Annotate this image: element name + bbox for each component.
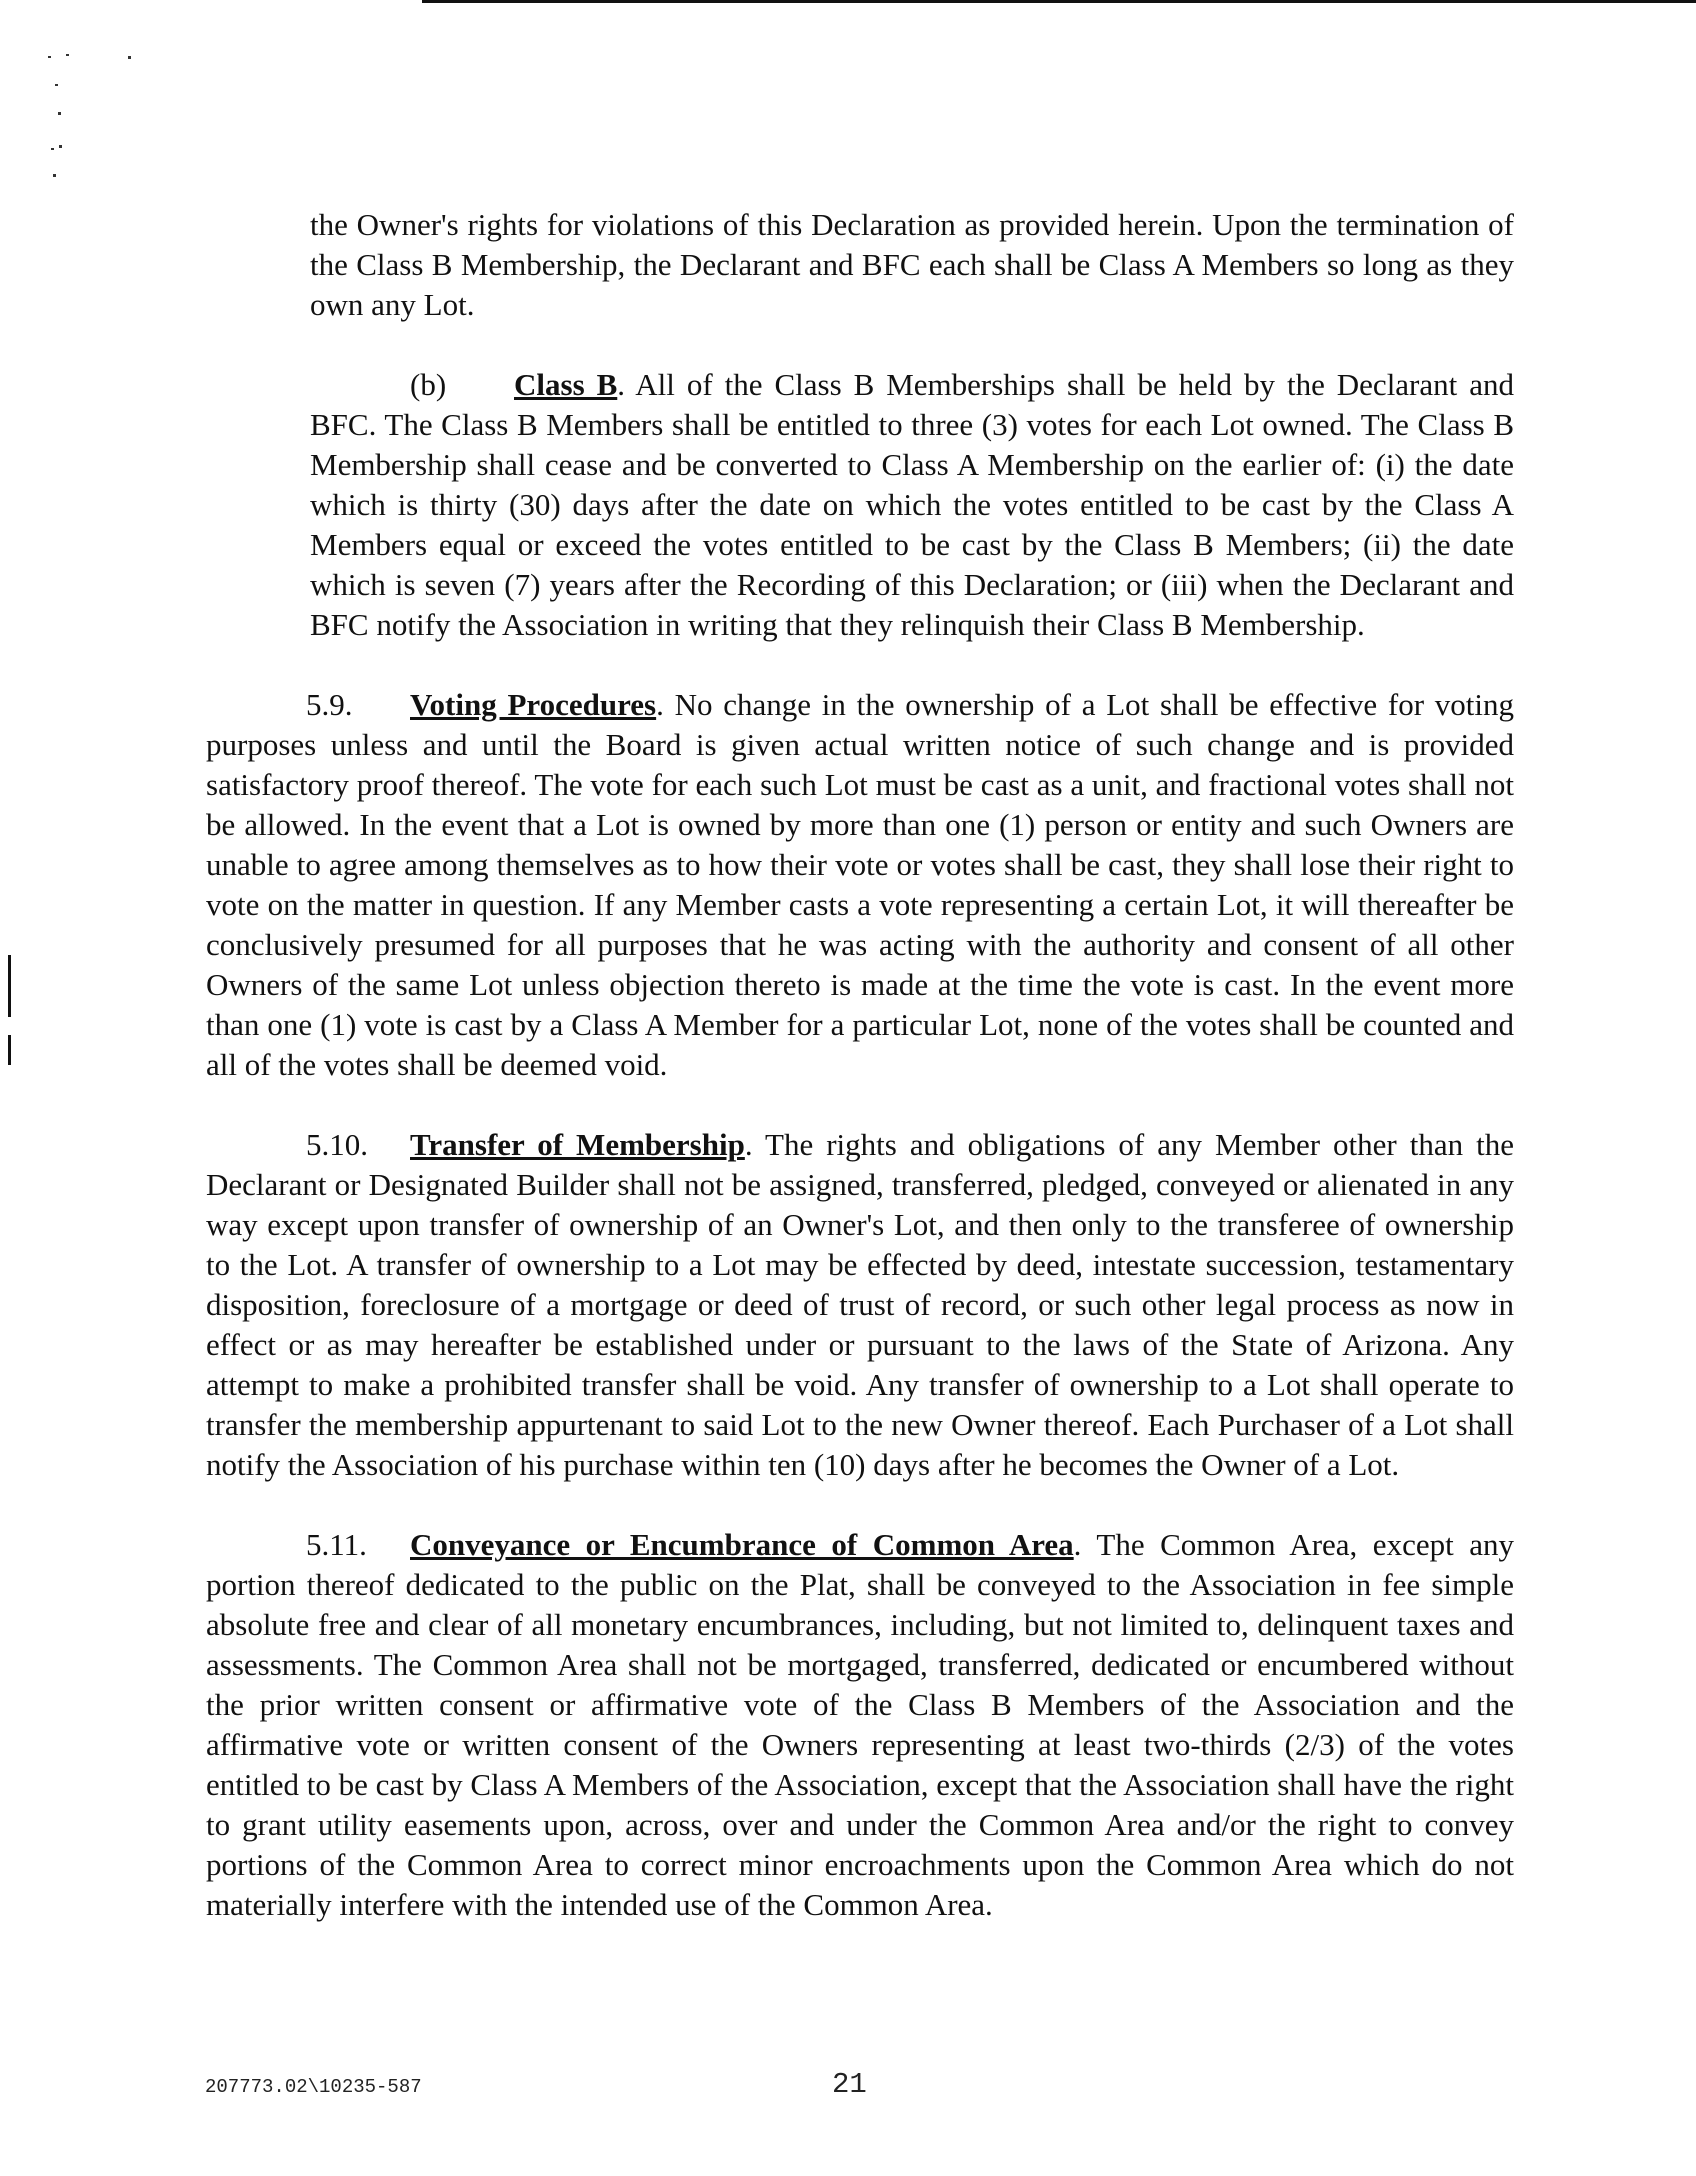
- scan-margin-mark: [8, 955, 11, 1017]
- section-heading: Conveyance or Encumbrance of Common Area: [410, 1527, 1074, 1562]
- section-heading: Voting Procedures: [410, 687, 657, 722]
- section-5-11: 5.11. Conveyance or Encumbrance of Common Area. The Common Area, except any portion thereof dedicated to the public on the Plat, shall be conveyed to the Association in fee simple absolute free and clear of all monetary encumbrances, including, but not limited to, delinquent taxes and assessments. The Common Area shall not be mortgaged, transferred, dedicated or encumbered without the prior written consent or affirmative vote of the Class B Members of the Association and the affirmative vote or written consent of the Owners representing at least two-thirds (2/3) of the votes entitled to be cast by Class A Members of the Association, except that the Association shall have the right to grant utility easements upon, across, over and under the Common Area and/or the right to convey portions of the Common Area to correct minor encroachments upon the Common Area which do not materially interfere with the intended use of the Common Area.: [206, 1527, 1514, 1922]
- section-text: The rights and obligations of any Member other than the Declarant or Designated Builder shall not be assigned, transferred, pledged, conveyed or alienated in any way except upon transfer of ownership of an Owner's Lot, and then only to the transferee of ownership to the Lot. A transfer of ownership to a Lot may be effected by deed, intestate succession, testamentary disposition, foreclosure of a mortgage or deed of trust of record, or such other legal process as now in effect or as may hereafter be established under or pursuant to the laws of the State of Arizona. Any attempt to make a prohibited transfer shall be void. Any transfer of ownership to a Lot shall operate to transfer the membership appurtenant to said Lot to the new Owner thereof. Each Purchaser of a Lot shall notify the Association of his purchase within ten (10) days after he becomes the Owner of a Lot.: [206, 1127, 1514, 1482]
- section-5-9: 5.9. Voting Procedures. No change in the ownership of a Lot shall be effective for voting purposes unless and until the Board is given actual written notice of such change and is provided satisfactory proof thereof. The vote for each such Lot must be cast as a unit, and fractional votes shall not be allowed. In the event that a Lot is owned by more than one (1) person or entity and such Owners are unable to agree among themselves as to how their vote or votes shall be cast, they shall lose their right to vote on the matter in question. If any Member casts a vote representing a certain Lot, it will thereafter be conclusively presumed for all purposes that he was acting with the authority and consent of all other Owners of the same Lot unless objection thereto is made at the time the vote is cast. In the event more than one (1) vote is cast by a Class A Member for a particular Lot, none of the votes shall be counted and all of the votes shall be deemed void.: [206, 687, 1514, 1082]
- section-number: 5.9.: [306, 687, 353, 722]
- section-text: The Common Area, except any portion thereof dedicated to the public on the Plat, shall be conveyed to the Association in fee simple absolute free and clear of all monetary encumbrances, including, but not limited to, delinquent taxes and assessments. The Common Area shall not be mortgaged, transferred, dedicated or encumbered without the prior written consent or affirmative vote of the Class B Members of the Association and the affirmative vote or written consent of the Owners representing at least two-thirds (2/3) of the votes entitled to be cast by Class A Members of the Association, except that the Association shall have the right to grant utility easements upon, across, over and under the Common Area and/or the right to convey portions of the Common Area to correct minor encroachments upon the Common Area which do not materially interfere with the intended use of the Common Area.: [206, 1527, 1514, 1922]
- scan-speck: [128, 56, 131, 59]
- scan-speck: [51, 148, 54, 150]
- section-heading: Transfer of Membership: [410, 1127, 745, 1162]
- section-number: 5.10.: [306, 1127, 368, 1162]
- page-number: 21: [832, 2068, 867, 2101]
- subsection-text: All of the Class B Memberships shall be held by the Declarant and BFC. The Class B Members shall be entitled to three (3) votes for each Lot owned. The Class B Membership shall cease and be converted to Class A Membership on the earlier of: (i) the date which is thirty (30) days after the date on which the votes entitled to be cast by the Class A Members equal or exceed the votes entitled to be cast by the Class B Members; (ii) the date which is seven (7) years after the Recording of this Declaration; or (iii) when the Declarant and BFC notify the Association in writing that they relinquish their Class B Membership.: [310, 367, 1514, 642]
- page-top-border: [422, 0, 1696, 3]
- section-5-10: 5.10. Transfer of Membership. The rights and obligations of any Member other than the Declarant or Designated Builder shall not be assigned, transferred, pledged, conveyed or alienated in any way except upon transfer of ownership of an Owner's Lot, and then only to the transferee of ownership to the Lot. A transfer of ownership to a Lot may be effected by deed, intestate succession, testamentary disposition, foreclosure of a mortgage or deed of trust of record, or such other legal process as now in effect or as may hereafter be established under or pursuant to the laws of the State of Arizona. Any attempt to make a prohibited transfer shall be void. Any transfer of ownership to a Lot shall operate to transfer the membership appurtenant to said Lot to the new Owner thereof. Each Purchaser of a Lot shall notify the Association of his purchase within ten (10) days after he becomes the Owner of a Lot.: [206, 1127, 1514, 1482]
- scan-speck: [66, 54, 69, 56]
- section-text: No change in the ownership of a Lot shall be effective for voting purposes unless and until the Board is given actual written notice of such change and is provided satisfactory proof thereof. The vote for each such Lot must be cast as a unit, and fractional votes shall not be allowed. In the event that a Lot is owned by more than one (1) person or entity and such Owners are unable to agree among themselves as to how their vote or votes shall be cast, they shall lose their right to vote on the matter in question. If any Member casts a vote representing a certain Lot, it will thereafter be conclusively presumed for all purposes that he was acting with the authority and consent of all other Owners of the same Lot unless objection thereto is made at the time the vote is cast. In the event more than one (1) vote is cast by a Class A Member for a particular Lot, none of the votes shall be counted and all of the votes shall be deemed void.: [206, 687, 1514, 1082]
- scan-speck: [58, 112, 61, 115]
- subsection-heading: Class B: [514, 367, 618, 402]
- scan-speck: [55, 84, 58, 86]
- scan-speck: [48, 56, 51, 58]
- section-number: 5.11.: [306, 1527, 367, 1562]
- scan-margin-mark: [8, 1035, 11, 1065]
- document-code: 207773.02\10235-587: [205, 2076, 422, 2098]
- scan-speck: [53, 174, 56, 177]
- scan-speck: [59, 145, 62, 148]
- continuation-paragraph: the Owner's rights for violations of this Declaration as provided herein. Upon the termination of the Class B Membership, the Declarant and BFC each shall be Class A Members so long as they own any Lot.: [310, 207, 1514, 322]
- subsection-class-b: (b) Class B. All of the Class B Memberships shall be held by the Declarant and BFC. The Class B Members shall be entitled to three (3) votes for each Lot owned. The Class B Membership shall cease and be converted to Class A Membership on the earlier of: (i) the date which is thirty (30) days after the date on which the votes entitled to be cast by the Class A Members equal or exceed the votes entitled to be cast by the Class B Members; (ii) the date which is seven (7) years after the Recording of this Declaration; or (iii) when the Declarant and BFC notify the Association in writing that they relinquish their Class B Membership.: [310, 367, 1514, 642]
- subsection-label: (b): [410, 367, 447, 402]
- document-body: [206, 205, 1514, 1925]
